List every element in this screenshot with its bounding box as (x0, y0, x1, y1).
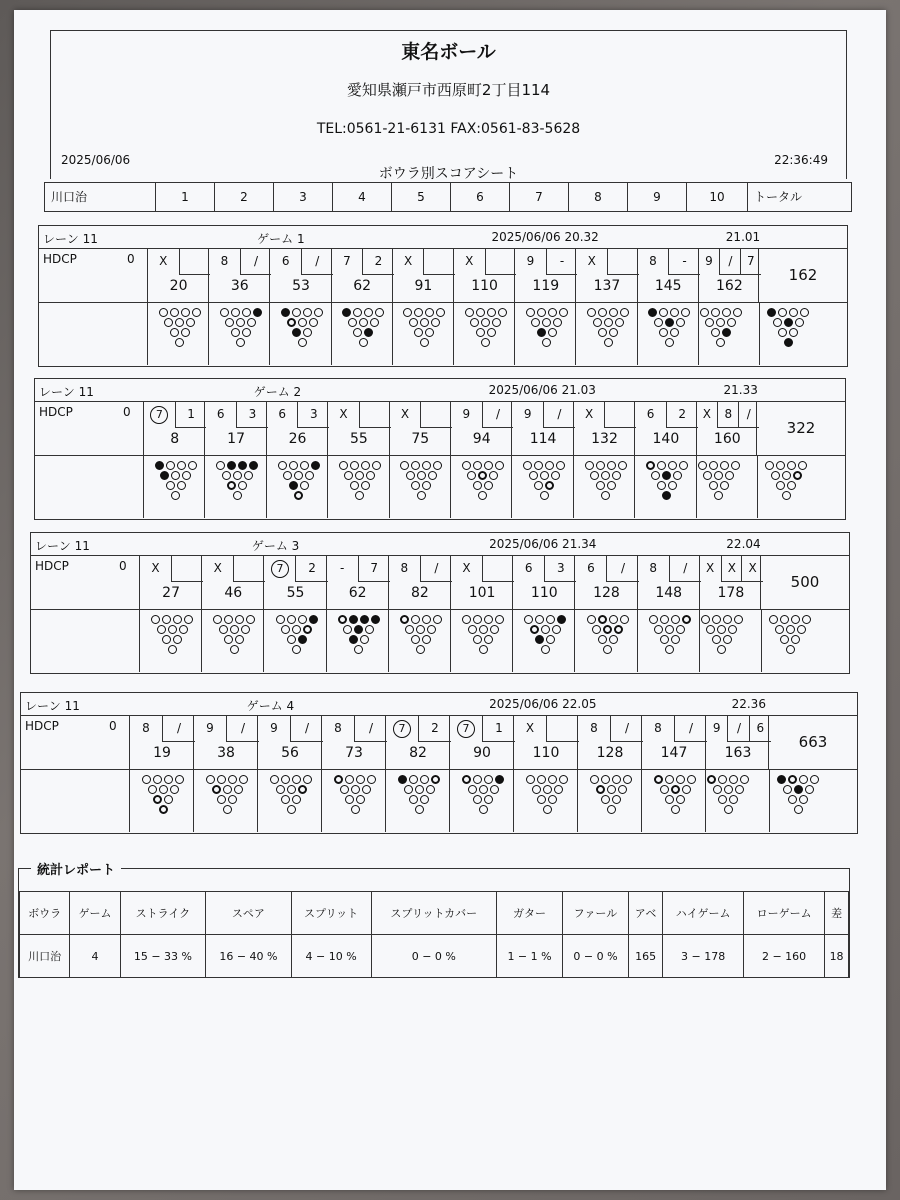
frame-score: 82 (410, 585, 429, 601)
frame-number: 7 (510, 183, 569, 211)
roll-mark: 8 (649, 561, 657, 575)
roll-mark: 1 (175, 401, 207, 428)
lane-label: レーン 11 (43, 232, 98, 246)
frame-score: 114 (529, 431, 557, 447)
hdcp-label: HDCP (39, 405, 73, 419)
roll-mark: 8 (717, 401, 738, 428)
frame-score: 53 (292, 278, 310, 294)
roll-mark: X (465, 254, 474, 268)
frame-cell (512, 555, 575, 609)
frame-score: 8 (170, 431, 180, 447)
frame-cell (321, 715, 386, 769)
frame-score: 140 (652, 431, 680, 447)
frame-cell (327, 401, 389, 455)
stats-header: スペア (206, 892, 292, 935)
frame-cell (450, 401, 512, 455)
stats-table (19, 891, 849, 978)
frame-cell (193, 715, 258, 769)
stats-value: 4 − 10 % (291, 935, 371, 978)
frame-cell (388, 555, 451, 609)
roll-mark: 2 (295, 555, 327, 582)
store-name: 東名ボール (401, 41, 496, 63)
roll-mark: X (741, 555, 763, 582)
roll-mark: 9 (526, 254, 535, 268)
roll-mark: 2 (418, 715, 451, 742)
roll-mark: X (403, 254, 413, 268)
bowler-name: 川口治 (45, 183, 156, 211)
roll-mark: / (543, 401, 575, 428)
frame-cell (574, 555, 637, 609)
game-label: ゲーム 2 (253, 385, 302, 399)
frame-cell (699, 555, 762, 609)
frame-cell (129, 715, 194, 769)
roll-mark: / (301, 248, 333, 275)
roll-mark: / (727, 715, 749, 742)
frame-cell (513, 715, 578, 769)
hdcp-value: 0 (119, 559, 127, 573)
frame-score: 90 (473, 745, 491, 761)
stats-value: 2 − 160 (744, 935, 825, 978)
roll-mark: / (482, 401, 514, 428)
frame-cell (641, 715, 706, 769)
frame-score: 27 (162, 585, 180, 601)
roll-mark: / (606, 555, 638, 582)
stats-header: ハイゲーム (663, 892, 744, 935)
roll-mark: 8 (590, 721, 598, 735)
stats-header: ローゲーム (744, 892, 825, 935)
frame-score: 148 (655, 585, 683, 601)
frame-cell (269, 248, 331, 302)
game-top-row (31, 533, 849, 556)
roll-mark: 6 (646, 407, 655, 421)
frame-score: 62 (348, 585, 367, 601)
hdcp-label: HDCP (25, 719, 59, 733)
store-contact: TEL:0561-21-6131 FAX:0561-83-5628 (316, 121, 581, 137)
roll-mark: X (339, 407, 348, 421)
frame-score: 110 (530, 585, 558, 601)
roll-mark (359, 401, 391, 428)
stats-value: 川口治 (20, 935, 70, 978)
store-address: 愛知県瀬戸市西原町2丁目114 (346, 81, 551, 99)
game-start-time: 2025/06/06 20.32 (491, 230, 599, 244)
frame-cell (449, 715, 514, 769)
game-end-time: 22.04 (726, 537, 761, 551)
game-end-time: 22.36 (731, 697, 766, 711)
game-total: 663 (768, 715, 857, 769)
roll-mark: 7 (358, 555, 390, 582)
game-block (30, 532, 850, 674)
roll-mark: 9 (270, 721, 278, 735)
roll-mark: / (674, 715, 707, 742)
roll-mark: X (400, 407, 410, 421)
roll-mark (450, 715, 482, 741)
frame-score: 162 (716, 278, 743, 294)
stats-header: ボウラ (20, 892, 70, 935)
hdcp-value: 0 (127, 252, 135, 266)
frame-score: 160 (713, 431, 741, 447)
frame-cell (392, 248, 454, 302)
roll-mark: 8 (220, 254, 229, 268)
roll-mark (171, 555, 203, 582)
roll-mark: 2 (666, 401, 698, 428)
stats-header: スプリット (291, 892, 371, 935)
split-mark: 7 (150, 406, 168, 424)
roll-mark: 7 (343, 254, 351, 268)
frame-score: 94 (472, 431, 491, 447)
roll-mark (546, 715, 579, 742)
frame-score: 56 (281, 745, 299, 761)
roll-mark: 9 (462, 407, 471, 421)
frame-score: 46 (224, 585, 243, 601)
roll-mark: 7 (740, 248, 761, 275)
frame-cell (204, 401, 266, 455)
total-label: トータル (753, 190, 802, 204)
frame-score: 132 (591, 431, 618, 447)
roll-mark: 8 (654, 721, 662, 735)
stats-header: アベ (628, 892, 662, 935)
roll-mark: X (721, 555, 743, 582)
roll-mark: / (226, 715, 259, 742)
frame-cell (331, 248, 393, 302)
game-top-row (35, 379, 845, 402)
sheet-title: ボウラ別スコアシート (378, 166, 519, 182)
frame-score: 119 (532, 278, 560, 294)
frame-cell (326, 555, 389, 609)
stats-value: 18 (825, 935, 849, 978)
frame-score: 178 (717, 585, 745, 601)
frame-cell (263, 555, 326, 609)
frame-cell (208, 248, 270, 302)
roll-mark: 6 (587, 561, 595, 575)
roll-mark (144, 401, 175, 427)
roll-mark: / (669, 555, 701, 582)
stats-value: 165 (628, 935, 662, 978)
frame-score: 110 (471, 278, 498, 294)
roll-mark (485, 248, 517, 275)
frame-score: 36 (230, 278, 249, 294)
split-mark: 7 (271, 560, 289, 578)
stats-value: 4 (70, 935, 120, 978)
frame-score: 82 (409, 745, 427, 761)
roll-mark (420, 401, 452, 428)
frame-score: 128 (593, 585, 620, 601)
roll-mark: 3 (544, 555, 576, 582)
roll-mark: 8 (334, 721, 342, 735)
game-end-time: 21.33 (723, 383, 758, 397)
roll-mark: - (668, 248, 700, 275)
frame-score: 145 (654, 278, 682, 294)
frame-cell (575, 248, 637, 302)
frame-score: 62 (353, 278, 372, 294)
roll-mark (482, 555, 514, 582)
roll-mark: 9 (712, 721, 721, 735)
frame-cell (637, 248, 699, 302)
game-total: 322 (756, 401, 845, 455)
frame-number: 2 (215, 183, 274, 211)
roll-mark (233, 555, 265, 582)
roll-mark: X (706, 561, 715, 575)
game-total: 500 (760, 555, 849, 609)
frame-score: 55 (286, 585, 305, 601)
game-start-time: 2025/06/06 21.34 (489, 537, 597, 551)
frame-score: 75 (411, 431, 430, 447)
frame-score: 137 (593, 278, 621, 294)
roll-mark: / (610, 715, 643, 742)
stats-value: 16 − 40 % (206, 935, 292, 978)
roll-mark (264, 555, 295, 581)
frame-score: 17 (227, 431, 245, 447)
game-block (34, 378, 846, 520)
frame-cell (450, 555, 513, 609)
roll-mark: 2 (362, 248, 394, 275)
frame-cell (257, 715, 322, 769)
stats-value: 0 − 0 % (562, 935, 628, 978)
game-block (38, 225, 848, 367)
roll-mark: X (462, 561, 471, 575)
roll-mark: 9 (206, 721, 214, 735)
roll-mark: X (159, 254, 168, 268)
hdcp-value: 0 (123, 405, 131, 419)
hdcp-value: 0 (109, 719, 117, 733)
roll-mark: 8 (400, 561, 409, 575)
frame-score: 163 (724, 745, 752, 761)
game-start-time: 2025/06/06 22.05 (489, 697, 597, 711)
frame-score: 101 (468, 585, 496, 601)
roll-mark: / (354, 715, 387, 742)
frame-cell (143, 401, 205, 455)
roll-mark (607, 248, 639, 275)
frame-number: 4 (333, 183, 392, 211)
hdcp-label: HDCP (35, 559, 69, 573)
game-start-time: 2025/06/06 21.03 (488, 383, 596, 397)
roll-mark: X (585, 407, 594, 421)
roll-mark: 9 (523, 407, 532, 421)
frame-score: 110 (532, 745, 560, 761)
frame-cell (698, 248, 760, 302)
roll-mark: 3 (297, 401, 329, 428)
stats-report (18, 863, 850, 978)
stats-header: ゲーム (70, 892, 120, 935)
frame-cell (637, 555, 700, 609)
frame-score: 147 (660, 745, 688, 761)
stats-header: ストライク (120, 892, 206, 935)
game-label: ゲーム 4 (246, 699, 295, 713)
frame-cell (139, 555, 202, 609)
frame-cell (201, 555, 264, 609)
frame-cell (385, 715, 450, 769)
stats-value: 0 − 0 % (371, 935, 497, 978)
roll-mark (423, 248, 455, 275)
frame-score: 20 (169, 278, 188, 294)
game-end-time: 21.01 (725, 230, 761, 244)
roll-mark: / (290, 715, 323, 742)
frame-header-row (44, 182, 852, 212)
game-block (20, 692, 858, 834)
frame-cell (266, 401, 328, 455)
roll-mark: 6 (524, 561, 533, 575)
hdcp-label: HDCP (43, 252, 77, 266)
frame-number: 6 (451, 183, 510, 211)
frame-cell (147, 248, 209, 302)
roll-mark: / (240, 248, 272, 275)
sheet-header (50, 30, 847, 182)
roll-mark: 8 (649, 254, 657, 268)
roll-mark: / (719, 248, 740, 275)
roll-mark: / (738, 401, 759, 428)
stats-header: ファール (562, 892, 628, 935)
stats-header: スプリットカバー (371, 892, 497, 935)
split-mark: 7 (393, 720, 411, 738)
game-top-row (39, 226, 847, 249)
roll-mark: - (546, 248, 578, 275)
frame-score: 38 (217, 745, 235, 761)
lane-label: レーン 11 (35, 539, 90, 553)
frame-number: 9 (628, 183, 687, 211)
frame-score: 55 (349, 431, 368, 447)
roll-mark: 6 (216, 407, 225, 421)
roll-mark: X (702, 407, 711, 421)
frame-score: 91 (414, 278, 433, 294)
stats-value: 15 − 33 % (120, 935, 206, 978)
frame-number: 5 (392, 183, 451, 211)
split-mark: 7 (457, 720, 475, 738)
frame-score: 19 (153, 745, 171, 761)
frame-number: 1 (156, 183, 215, 211)
roll-mark: 8 (142, 721, 150, 735)
game-total: 162 (758, 248, 847, 302)
frame-cell (577, 715, 642, 769)
frame-cell (634, 401, 696, 455)
frame-cell (696, 401, 758, 455)
print-date: 2025/06/06 (61, 153, 131, 167)
roll-mark: 3 (236, 401, 268, 428)
frame-number: 10 (687, 183, 748, 211)
roll-mark (386, 715, 418, 741)
roll-mark (604, 401, 636, 428)
frame-score: 128 (596, 745, 624, 761)
game-top-row (21, 693, 857, 716)
stats-title: 統計レポート (31, 859, 121, 878)
frame-cell (514, 248, 576, 302)
game-label: ゲーム 3 (251, 539, 300, 553)
roll-mark: X (213, 561, 222, 575)
roll-mark: 9 (705, 254, 713, 268)
roll-mark: 1 (482, 715, 515, 742)
frame-cell (453, 248, 515, 302)
lane-label: レーン 11 (39, 385, 94, 399)
frame-cell (389, 401, 451, 455)
roll-mark (179, 248, 211, 275)
roll-mark: / (420, 555, 452, 582)
frame-cell (511, 401, 573, 455)
stats-value: 1 − 1 % (497, 935, 563, 978)
roll-mark: X (151, 561, 160, 575)
roll-mark: / (162, 715, 195, 742)
lane-label: レーン 11 (25, 699, 80, 713)
game-label: ゲーム 1 (257, 232, 305, 246)
stats-header: 差 (825, 892, 849, 935)
frame-number: 8 (569, 183, 628, 211)
stats-header: ガター (497, 892, 563, 935)
roll-mark: 6 (749, 715, 771, 742)
roll-mark: X (587, 254, 596, 268)
roll-mark: - (339, 561, 345, 575)
roll-mark: 6 (278, 407, 286, 421)
frame-cell (573, 401, 635, 455)
frame-score: 73 (345, 745, 363, 761)
roll-mark: X (525, 721, 535, 735)
stats-value: 3 − 178 (663, 935, 744, 978)
roll-mark: 6 (281, 254, 290, 268)
print-time: 22:36:49 (774, 153, 828, 167)
frame-score: 26 (288, 431, 307, 447)
frame-number: 3 (274, 183, 333, 211)
frame-cell (705, 715, 770, 769)
